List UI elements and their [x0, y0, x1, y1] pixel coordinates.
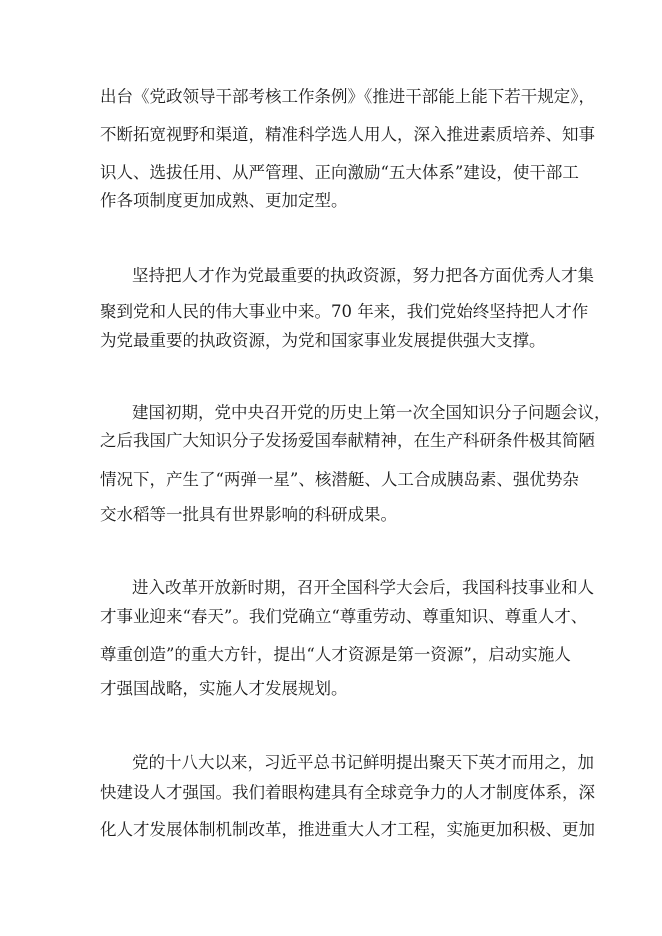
paragraph-line: 为党最重要的执政资源，为党和国家事业发展提供强大支撑。: [100, 331, 546, 350]
paragraph-line: 情况下，产生了“两弹一星”、核潜艇、人工合成胰岛素、强优势杂: [100, 470, 579, 489]
paragraph-line: 识人、选拔任用、从严管理、正向激励“五大体系”建设，使干部工: [100, 163, 579, 182]
paragraph-line: 才事业迎来“春天”。我们党确立“尊重劳动、尊重知识、尊重人才、: [100, 607, 588, 626]
paragraph-line: 化人才发展体制机制改革，推进重大人才工程，实施更加积极、更加: [100, 820, 595, 839]
paragraph-line: 建国初期，党中央召开党的历史上第一次全国知识分子问题会议，: [132, 403, 611, 422]
paragraph-line: 党的十八大以来，习近平总书记鲜明提出聚天下英才而用之，加: [132, 753, 594, 772]
paragraph-line: 之后我国广大知识分子发扬爱国奉献精神，在生产科研条件极其简陋: [100, 431, 595, 450]
paragraph-line: 出台《党政领导干部考核工作条例》《推进干部能上能下若干规定》，: [100, 87, 595, 106]
paragraph-line: 聚到党和人民的伟大事业中来。70 年来，我们党始终坚持把人才作: [100, 302, 589, 321]
paragraph-line: 进入改革开放新时期，召开全国科学大会后，我国科技事业和人: [132, 578, 594, 597]
paragraph-line: 不断拓宽视野和渠道，精准科学选人用人，深入推进素质培养、知事: [100, 125, 595, 144]
paragraph-line: 快建设人才强国。我们着眼构建具有全球竞争力的人才制度体系，深: [100, 783, 595, 802]
paragraph-line: 尊重创造”的重大方针，提出“人才资源是第一资源”，启动实施人: [100, 645, 571, 664]
paragraph-line: 才强国战略，实施人才发展规划。: [100, 679, 348, 698]
paragraph-line: 交水稻等一批具有世界影响的科研成果。: [100, 505, 397, 524]
paragraph-line: 作各项制度更加成熟、更加定型。: [100, 191, 348, 210]
paragraph-line: 坚持把人才作为党最重要的执政资源，努力把各方面优秀人才集: [132, 266, 594, 285]
